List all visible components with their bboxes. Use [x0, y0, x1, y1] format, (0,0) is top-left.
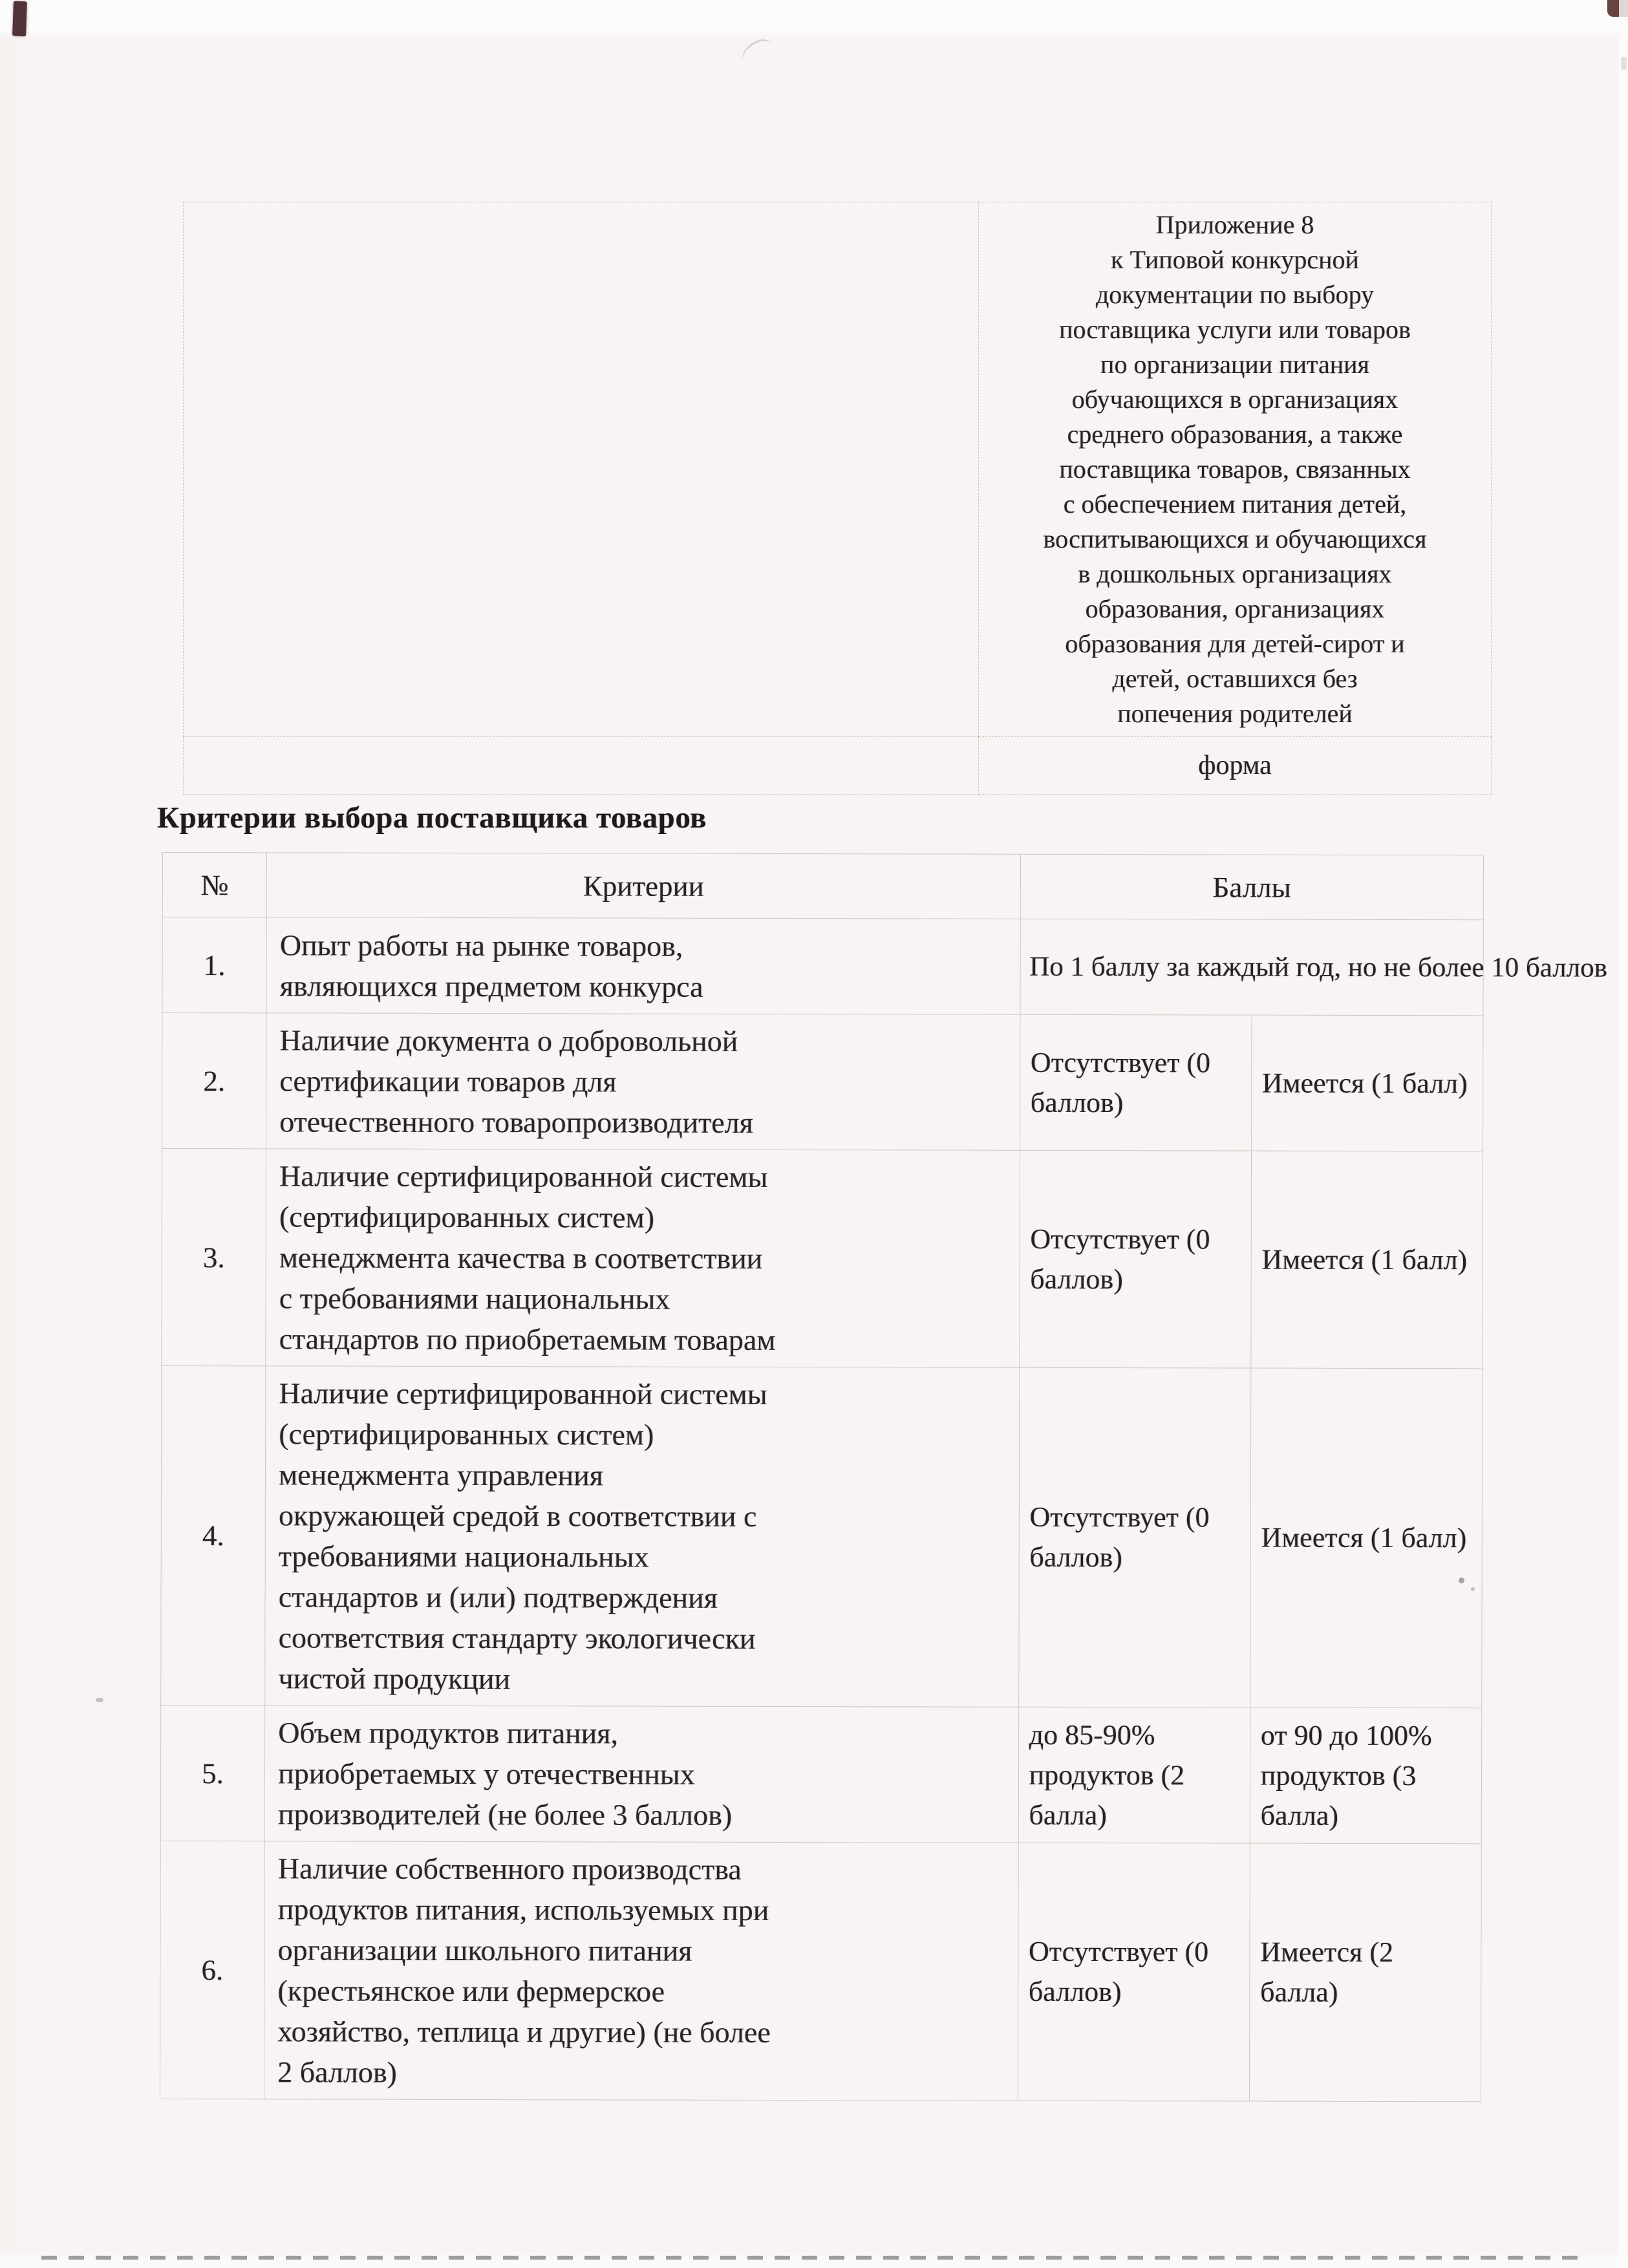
text-line: Опыт работы на рынке товаров, [279, 928, 683, 963]
text-line: сертификации товаров для [279, 1064, 617, 1098]
points-present: Имеется (1 балл) [1250, 1368, 1483, 1708]
text-line: менеджмента качества в соответствии [279, 1241, 763, 1275]
scan-edge-bottom [41, 2256, 1580, 2260]
text-line: поставщика услуги или товаров [1059, 315, 1411, 344]
text-line: Наличие сертифицированной системы [279, 1159, 768, 1193]
scan-dot-artifact [96, 1698, 103, 1702]
text-line: в дошкольных организациях [1078, 559, 1392, 588]
appendix-header-table [183, 202, 1492, 795]
text-line: производителей (не более 3 баллов) [278, 1797, 733, 1832]
points-present: Имеется (1 балл) [1251, 1151, 1483, 1369]
text-line: чистой продукции [278, 1662, 511, 1696]
column-header-criteria: Критерии [266, 853, 1020, 919]
text-line: требованиями национальных [278, 1539, 649, 1574]
row-number: 1. [162, 917, 266, 1013]
text-line: Приложение 8 [1155, 210, 1314, 239]
form-row [184, 737, 1492, 795]
text-line: (крестьянское или фермерское [277, 1974, 665, 2008]
text-line: стандартов и (или) подтверждения [278, 1580, 718, 1614]
row-number: 6. [160, 1841, 264, 2099]
row-number: 4. [161, 1365, 266, 1705]
text-line: Наличие собственного производства [277, 1852, 742, 1886]
points-text: По 1 баллу за каждый год, но не более 10 баллов [1020, 919, 1484, 1016]
row-number: 2. [162, 1013, 267, 1149]
text-line: менеджмента управления [279, 1458, 603, 1492]
text-line: детей, оставшихся без [1112, 664, 1358, 693]
text-line: образования, организациях [1085, 594, 1385, 623]
row-number: 5. [160, 1705, 265, 1841]
page-title: Критерии выбора поставщика товаров [157, 801, 707, 835]
points-absent: Отсутствует (0 баллов) [1019, 1150, 1251, 1368]
column-header-points: Баллы [1020, 854, 1484, 920]
text-line: с обеспечением питания детей, [1063, 489, 1407, 519]
text-line: стандартов по приобретаемым товарам [279, 1322, 776, 1356]
text-line: Наличие документа о добровольной [279, 1023, 738, 1058]
text-line: документации по выбору [1095, 280, 1375, 309]
text-line: поставщика товаров, связанных [1059, 455, 1411, 484]
row-number: 3. [162, 1149, 266, 1366]
points-range-high: от 90 до 100% продуктов (3 балла) [1250, 1707, 1482, 1844]
criteria-table [160, 852, 1608, 2102]
text-line: являющихся предметом конкурса [279, 968, 703, 1003]
text-line: приобретаемых у отечественных [278, 1757, 695, 1791]
points-present: Имеется (2 балла) [1249, 1843, 1481, 2102]
text-line: по организации питания [1100, 350, 1369, 379]
points-present: Имеется (1 балл) [1251, 1015, 1483, 1151]
table-row [162, 917, 1483, 1016]
text-line: обучающихся в организациях [1071, 385, 1398, 414]
criteria-text [265, 1366, 1020, 1707]
scan-edge-right [1619, 0, 1628, 2268]
form-label: форма [979, 737, 1492, 795]
table-row [162, 1013, 1483, 1151]
text-line: среднего образования, а также [1067, 420, 1403, 449]
criteria-text [264, 1841, 1018, 2101]
text-line: Наличие сертифицированной системы [279, 1376, 767, 1411]
points-range-low: до 85-90% продуктов (2 балла) [1018, 1707, 1250, 1843]
table-row [162, 1149, 1483, 1369]
text-line: организации школьного питания [277, 1933, 692, 1967]
text-line: соответствия стандарту экологически [278, 1621, 756, 1655]
form-empty-cell [184, 737, 979, 795]
text-line: 2 баллов) [277, 2055, 397, 2089]
criteria-text [266, 1013, 1020, 1150]
text-line: (сертифицированных систем) [279, 1200, 655, 1234]
criteria-text [266, 1149, 1020, 1367]
appendix-empty-cell [184, 202, 979, 737]
table-row [160, 1705, 1481, 1843]
points-absent: Отсутствует (0 баллов) [1018, 1843, 1250, 2101]
appendix-note-text [983, 208, 1487, 731]
criteria-text [264, 1706, 1018, 1843]
text-line: (сертифицированных систем) [279, 1417, 654, 1451]
table-row [160, 1841, 1481, 2101]
table-row [161, 1365, 1483, 1707]
scan-artifact-top-left [12, 1, 27, 37]
scan-pencil-smudge [738, 36, 778, 71]
points-absent: Отсутствует (0 баллов) [1020, 1014, 1252, 1151]
text-line: с требованиями национальных [279, 1281, 670, 1316]
table-header-row [162, 853, 1483, 920]
criteria-text [266, 917, 1020, 1014]
text-line: образования для детей-сирот и [1065, 629, 1405, 658]
text-line: попечения родителей [1117, 699, 1353, 728]
points-absent: Отсутствует (0 баллов) [1018, 1367, 1250, 1707]
appendix-note-cell [979, 202, 1492, 737]
text-line: окружающей средой в соответствии с [278, 1499, 757, 1533]
text-line: Объем продуктов питания, [278, 1716, 619, 1750]
text-line: хозяйство, теплица и другие) (не более [277, 2015, 771, 2049]
text-line: воспитывающихся и обучающихся [1043, 524, 1427, 553]
text-line: продуктов питания, используемых при [277, 1892, 769, 1927]
text-line: отечественного товаропроизводителя [279, 1105, 753, 1139]
text-line: к Типовой конкурсной [1111, 245, 1359, 274]
appendix-note-row [184, 202, 1492, 737]
column-header-number: № [162, 853, 266, 917]
